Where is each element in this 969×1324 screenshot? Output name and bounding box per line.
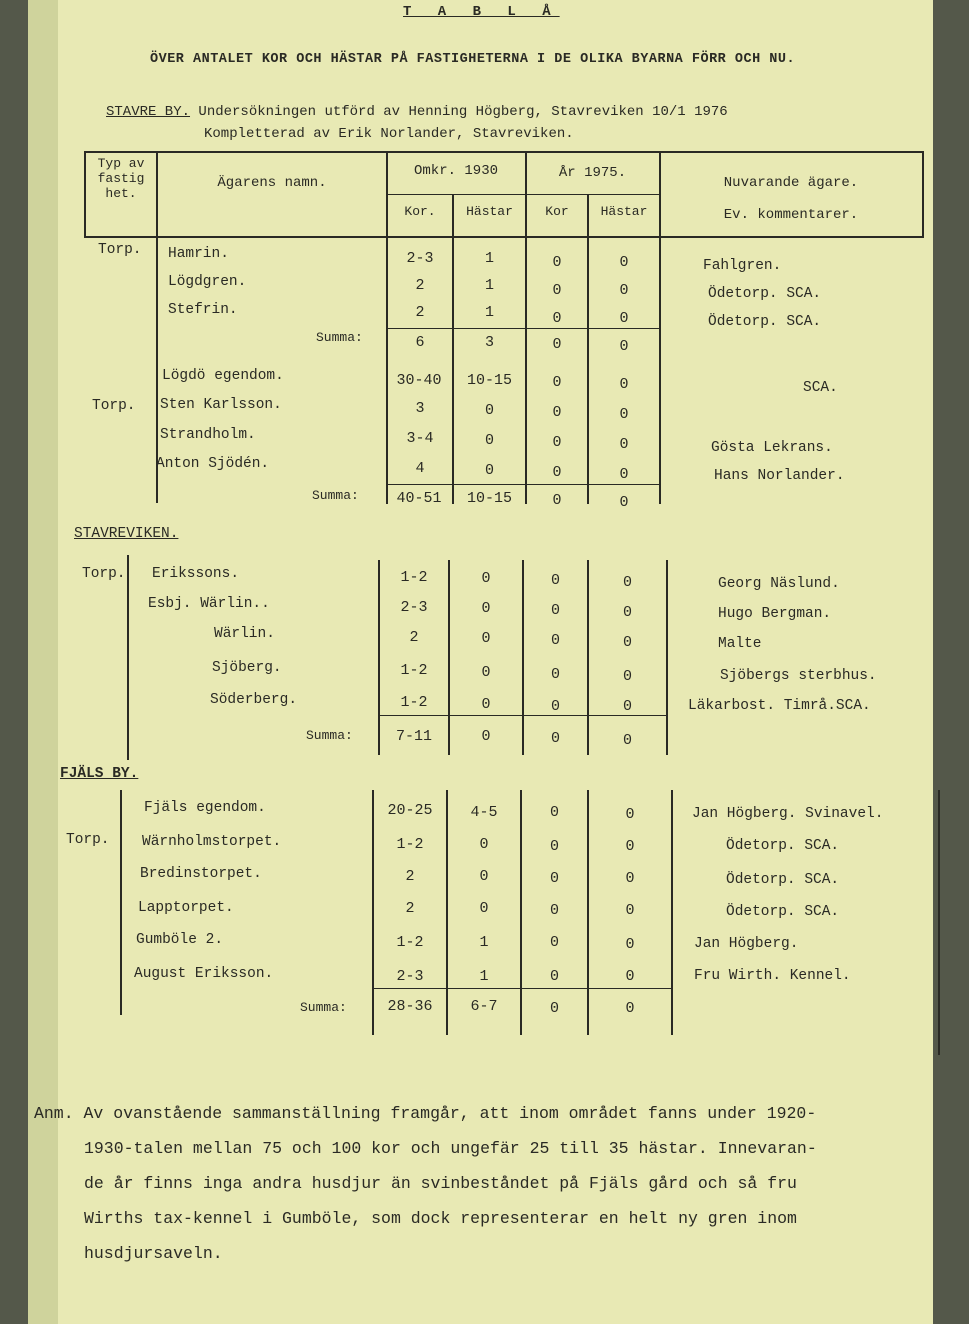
- table-cell: 0: [619, 406, 629, 423]
- table-cell: 0: [549, 902, 559, 919]
- sum-label: Summa:: [306, 728, 353, 743]
- note-line-3: de år finns inga andra husdjur än svinbeståndet på Fjäls gård och så fru: [84, 1174, 797, 1193]
- table-right-border-lower: [938, 790, 940, 1055]
- table-cell: 2-3: [400, 599, 428, 616]
- sum-line-2: [386, 484, 659, 485]
- header-agare: Ägarens namn.: [217, 175, 327, 191]
- table-row-name: Lögdgren.: [168, 274, 247, 290]
- note-line-1: Anm. Av ovanstående sammanställning framgår, att inom området fanns under 1920-: [34, 1104, 817, 1123]
- table-cell-nuv: Sjöbergs sterbhus.: [720, 668, 877, 684]
- group-2-typ: Torp.: [92, 398, 136, 414]
- table-cell: 0: [484, 402, 494, 419]
- nuv-left-divider-middle: [666, 560, 668, 755]
- note-line-2: 1930-talen mellan 75 och 100 kor och ungefär 25 till 35 hästar. Innevaran-: [84, 1139, 817, 1158]
- sum-cell: 0: [619, 338, 629, 355]
- table-cell: 0: [625, 936, 635, 953]
- table-cell-nuv: Jan Högberg. Svinavel.: [692, 806, 884, 822]
- header-nuvarande: Nuvarande ägare.: [723, 175, 859, 191]
- table-cell: 1: [484, 304, 494, 321]
- table-cell: 1-2: [400, 662, 428, 679]
- village-heading: STAVRE BY.: [106, 104, 191, 120]
- table-cell-nuv: Ödetorp. SCA.: [726, 904, 840, 920]
- document-title: T A B L Å: [403, 4, 560, 20]
- table-cell: 2: [405, 900, 415, 917]
- table-cell: 2: [415, 277, 425, 294]
- table-cell: 0: [481, 600, 491, 617]
- table-cell: 0: [619, 466, 629, 483]
- table-cell-nuv: Ödetorp. SCA.: [726, 838, 840, 854]
- table-cell: 0: [550, 666, 560, 683]
- table-cell: 1-2: [396, 836, 424, 853]
- header-hastar-1930: Hästar: [466, 204, 513, 219]
- table-cell: 30-40: [396, 372, 442, 389]
- table-cell: 2: [409, 629, 419, 646]
- table-cell: 0: [481, 664, 491, 681]
- table-row-name: Lögdö egendom.: [162, 368, 284, 384]
- table-row-name: Söderberg.: [210, 692, 298, 708]
- table-cell: 0: [625, 870, 635, 887]
- table-cell: 0: [619, 376, 629, 393]
- section-stavreviken: STAVREVIKEN.: [74, 526, 179, 542]
- note-line-4: Wirths tax-kennel i Gumböle, som dock representerar en helt ny gren inom: [84, 1209, 797, 1228]
- table-row-name: Sjöberg.: [212, 660, 282, 676]
- table-cell: 2: [405, 868, 415, 885]
- table-cell: 3-4: [406, 430, 434, 447]
- sum-cell: 0: [625, 1000, 635, 1017]
- table-cell: 0: [552, 404, 562, 421]
- sum-cell: 0: [619, 494, 629, 511]
- table-cell: 0: [481, 570, 491, 587]
- sum-cell: 0: [552, 492, 562, 509]
- nuv-left-divider-lower: [671, 790, 673, 1035]
- table-cell: 0: [549, 838, 559, 855]
- document-page: [28, 0, 933, 1324]
- table-cell: 0: [552, 282, 562, 299]
- table-row-name: Strandholm.: [160, 427, 256, 443]
- table-cell: 0: [552, 254, 562, 271]
- sum-cell: 7-11: [395, 728, 432, 745]
- header-ar: År 1975.: [558, 165, 627, 181]
- header-kor-1975: Kor: [545, 204, 569, 219]
- table-row-name: Wärnholmstorpet.: [142, 834, 282, 850]
- header-sub-divider: [386, 194, 659, 195]
- table-cell: 0: [550, 698, 560, 715]
- table-cell: 0: [625, 902, 635, 919]
- table-cell: 1: [484, 277, 494, 294]
- table-cell: 0: [622, 668, 632, 685]
- typ-column-divider-lower: [120, 790, 122, 1015]
- sum-cell: 0: [481, 728, 491, 745]
- table-cell: 0: [481, 696, 491, 713]
- table-cell: 0: [552, 434, 562, 451]
- header-omkr: Omkr. 1930: [413, 163, 498, 179]
- sum-cell: 0: [549, 1000, 559, 1017]
- sum-label: Summa:: [300, 1000, 347, 1015]
- table-cell: 0: [622, 634, 632, 651]
- table-cell: 20-25: [387, 802, 433, 819]
- table-row-name: Gumböle 2.: [136, 932, 224, 948]
- table-row-name: August Eriksson.: [134, 966, 274, 982]
- table-cell: 0: [552, 374, 562, 391]
- intro-text-1: Undersökningen utförd av Henning Högberg, Stavreviken 10/1 1976: [198, 104, 728, 120]
- sum-cell: 0: [550, 730, 560, 747]
- table-cell: 0: [481, 630, 491, 647]
- sum-label: Summa:: [316, 330, 363, 345]
- table-cell: 0: [550, 572, 560, 589]
- kor-hastar-divider-middle: [448, 560, 450, 755]
- table-cell: 0: [619, 254, 629, 271]
- table-cell: 0: [552, 464, 562, 481]
- table-row-name: Wärlin.: [214, 626, 275, 642]
- sum-label: Summa:: [312, 488, 359, 503]
- table-cell: 0: [619, 282, 629, 299]
- table-cell: 0: [550, 602, 560, 619]
- table-cell: 0: [622, 574, 632, 591]
- sum-cell: 0: [552, 336, 562, 353]
- table-cell: 0: [552, 310, 562, 327]
- table-row-name: Hamrin.: [168, 246, 229, 262]
- table-row-name: Fjäls egendom.: [144, 800, 266, 816]
- table-cell: 4-5: [470, 804, 498, 821]
- sum-cell: 28-36: [387, 998, 433, 1015]
- table-cell-nuv: Fahlgren.: [703, 258, 782, 274]
- table-cell: 10-15: [466, 372, 512, 389]
- header-typ: Typ av fastig het.: [97, 156, 145, 201]
- table-cell: 2: [415, 304, 425, 321]
- table-cell: 0: [625, 968, 635, 985]
- table-row-name: Esbj. Wärlin..: [148, 596, 270, 612]
- sum-cell: 3: [484, 334, 494, 351]
- table-cell: 1: [484, 250, 494, 267]
- table-row-name: Lapptorpet.: [138, 900, 234, 916]
- sum-cell: 10-15: [466, 490, 512, 507]
- table-cell-nuv: Ödetorp. SCA.: [726, 872, 840, 888]
- table-cell: 0: [479, 868, 489, 885]
- omkr-left-divider-middle: [378, 560, 380, 755]
- table-cell: 0: [549, 804, 559, 821]
- header-kommentarer: Ev. kommentarer.: [723, 207, 859, 223]
- intro-line-1: [106, 104, 728, 120]
- table-cell-nuv: Georg Näslund.: [718, 576, 840, 592]
- table-cell: 0: [549, 870, 559, 887]
- table-cell: 0: [625, 838, 635, 855]
- group-3-typ: Torp.: [82, 566, 126, 582]
- sum-line-1: [386, 328, 659, 329]
- table-row-name: Bredinstorpet.: [140, 866, 262, 882]
- table-cell: 0: [484, 432, 494, 449]
- table-top-border: [84, 151, 924, 153]
- table-cell: 0: [484, 462, 494, 479]
- table-cell: 1-2: [400, 694, 428, 711]
- ar-left-divider-middle: [522, 560, 524, 755]
- table-cell: 3: [415, 400, 425, 417]
- table-row-name: Stefrin.: [168, 302, 238, 318]
- table-row-name: Sten Karlsson.: [160, 397, 282, 413]
- table-cell: 0: [619, 310, 629, 327]
- table-cell: 0: [479, 900, 489, 917]
- sum-cell: 6: [415, 334, 425, 351]
- table-cell-nuv: Gösta Lekrans.: [711, 440, 833, 456]
- table-cell-nuv: Hugo Bergman.: [718, 606, 832, 622]
- table-cell-nuv: Fru Wirth. Kennel.: [694, 968, 851, 984]
- typ-column-divider-middle: [127, 555, 129, 760]
- table-cell: 2-3: [396, 968, 424, 985]
- section-fjals: FJÄLS BY.: [60, 766, 139, 782]
- table-right-border-upper: [922, 151, 924, 237]
- document-subtitle: ÖVER ANTALET KOR OCH HÄSTAR PÅ FASTIGHETERNA I DE OLIKA BYARNA FÖRR OCH NU.: [150, 52, 796, 67]
- table-cell: 0: [479, 836, 489, 853]
- sum-cell: 0: [622, 732, 632, 749]
- table-cell: 1-2: [396, 934, 424, 951]
- sum-line-4: [372, 988, 671, 989]
- table-cell: 4: [415, 460, 425, 477]
- table-cell: 0: [622, 698, 632, 715]
- group-1-typ: Torp.: [98, 242, 142, 258]
- table-row-name: Anton Sjödén.: [156, 456, 270, 472]
- table-cell: 0: [550, 632, 560, 649]
- table-cell-nuv: Läkarbost. Timrå.SCA.: [688, 698, 871, 714]
- sum-cell: 6-7: [470, 998, 498, 1015]
- table-cell: 0: [625, 806, 635, 823]
- table-row-name: Erikssons.: [152, 566, 240, 582]
- sum-line-3: [378, 715, 666, 716]
- header-kor-1930: Kor.: [404, 204, 436, 219]
- typ-column-divider-upper: [156, 151, 158, 503]
- header-hastar-1975: Hästar: [600, 204, 648, 219]
- table-left-border: [84, 151, 86, 237]
- group-4-typ: Torp.: [66, 832, 110, 848]
- table-header-bottom-border: [84, 236, 924, 238]
- table-cell: 0: [622, 604, 632, 621]
- table-cell: 1: [479, 934, 489, 951]
- table-cell: 0: [549, 968, 559, 985]
- note-line-5: husdjursaveln.: [84, 1244, 223, 1263]
- table-cell-nuv: Hans Norlander.: [714, 468, 845, 484]
- table-cell: 1-2: [400, 569, 428, 586]
- table-cell-nuv: Jan Högberg.: [694, 936, 799, 952]
- table-cell: 2-3: [406, 250, 434, 267]
- table-cell-nuv: Malte: [718, 636, 762, 652]
- table-cell: 0: [549, 934, 559, 951]
- table-cell-nuv: Ödetorp. SCA.: [708, 286, 822, 302]
- intro-line-2: Kompletterad av Erik Norlander, Stavreviken.: [204, 126, 574, 142]
- sum-cell: 40-51: [396, 490, 442, 507]
- table-cell: 1: [479, 968, 489, 985]
- table-cell-nuv: Ödetorp. SCA.: [708, 314, 822, 330]
- table-cell-nuv: SCA.: [803, 380, 838, 396]
- nuv-left-divider-upper: [659, 151, 661, 504]
- table-cell: 0: [619, 436, 629, 453]
